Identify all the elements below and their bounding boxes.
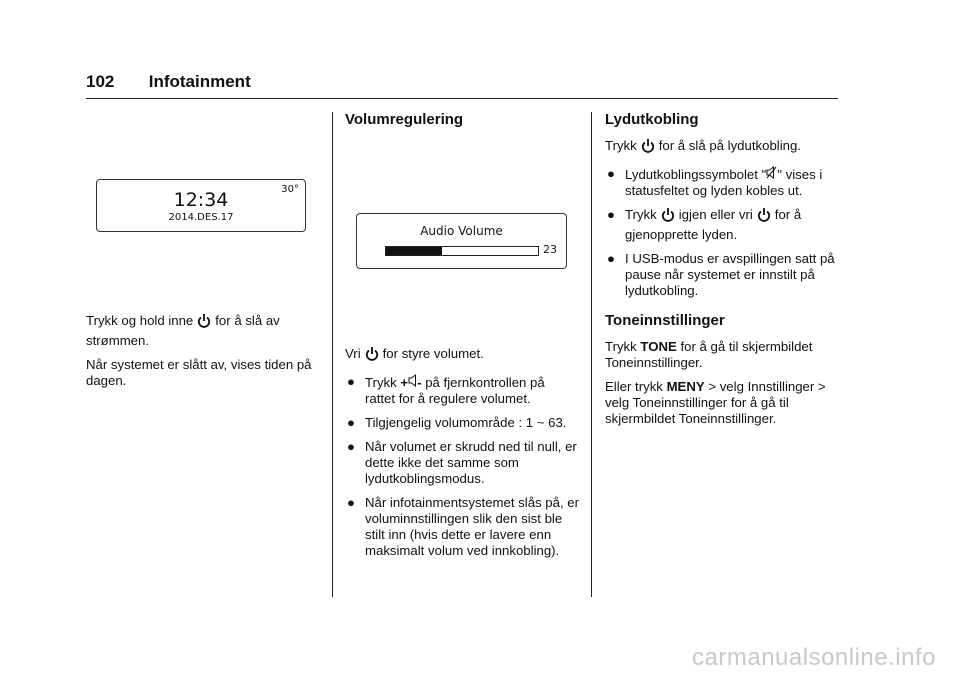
clock-date: 2014.DES.17 — [168, 212, 234, 223]
column-1 — [86, 313, 318, 397]
section-title: Infotainment — [148, 72, 251, 91]
power-off-instruction: Trykk og hold inne for å slå av strømmen. — [86, 313, 280, 348]
mute-intro: Trykk for å slå på lydutkobling. — [605, 138, 843, 158]
tone-heading: Toneinnstillinger — [605, 312, 725, 329]
volume-title: Audio Volume — [420, 224, 503, 238]
menu-key: MENY — [666, 379, 705, 394]
power-knob-icon — [365, 346, 379, 366]
clock-display-illustration — [96, 179, 306, 232]
volume-bar — [385, 246, 539, 256]
column-divider-1 — [332, 112, 333, 597]
speaker-icon — [408, 375, 417, 390]
tone-paragraph-1: Trykk TONE for å gå til skjermbildet Toneinnstillinger. — [605, 339, 813, 370]
power-icon — [661, 207, 675, 227]
mute-speaker-icon — [766, 167, 777, 182]
clock-temperature: 30° — [281, 184, 299, 195]
volume-bar-fill — [386, 247, 442, 255]
power-knob-icon — [757, 207, 771, 227]
power-icon — [641, 138, 655, 158]
mute-heading: Lydutkobling — [605, 111, 699, 128]
volume-intro: Vri for styre volumet. — [345, 346, 580, 366]
header-divider — [86, 98, 838, 99]
volume-value: 23 — [543, 243, 557, 256]
tone-paragraph-2: Eller trykk MENY > velg Innstillinger > velg Toneinnstillinger for å gå til skjermbildet Toneinnstillinger. — [605, 379, 826, 426]
mute-bullet-2: ● Trykk igjen eller vri for å gjenopprette lyden. — [607, 207, 802, 242]
page-number: 102 — [86, 72, 115, 91]
volume-bullet-4: ● Når infotainmentsystemet slås på, er voluminnstillingen slik den sist ble stilt inn (hvis dette er lavere enn maksimalt volum ved innkobling). — [347, 495, 580, 558]
audio-volume-illustration — [356, 213, 567, 269]
page-header — [86, 72, 251, 92]
volume-bullet-2: ● Tilgjengelig volumområde : 1 ~ 63. — [347, 415, 567, 430]
time-display-note: Når systemet er slått av, vises tiden på dagen. — [86, 357, 312, 388]
power-icon — [197, 313, 211, 333]
mute-bullet-3: ● I USB-modus er avspillingen satt på pause når systemet er innstilt på lydutkobling. — [607, 251, 835, 298]
column-2 — [345, 346, 580, 567]
volume-bullet-1: ● Trykk + - på fjernkontrollen på rattet for å regulere volumet. — [347, 374, 545, 406]
column-divider-2 — [591, 112, 592, 597]
tone-key: TONE — [640, 339, 677, 354]
column-3 — [605, 112, 843, 435]
volume-heading: Volumregulering — [345, 111, 464, 128]
volume-bullet-3: ● Når volumet er skrudd ned til null, er dette ikke det samme som lydutkoblingsmodus. — [347, 439, 577, 486]
clock-time: 12:34 — [173, 189, 229, 211]
watermark: carmanualsonline.info — [692, 644, 936, 671]
mute-bullet-1: ● Lydutkoblingssymbolet " " vises i statusfeltet og lyden kobles ut. — [607, 166, 823, 198]
column-2-heading-wrap — [345, 112, 580, 138]
